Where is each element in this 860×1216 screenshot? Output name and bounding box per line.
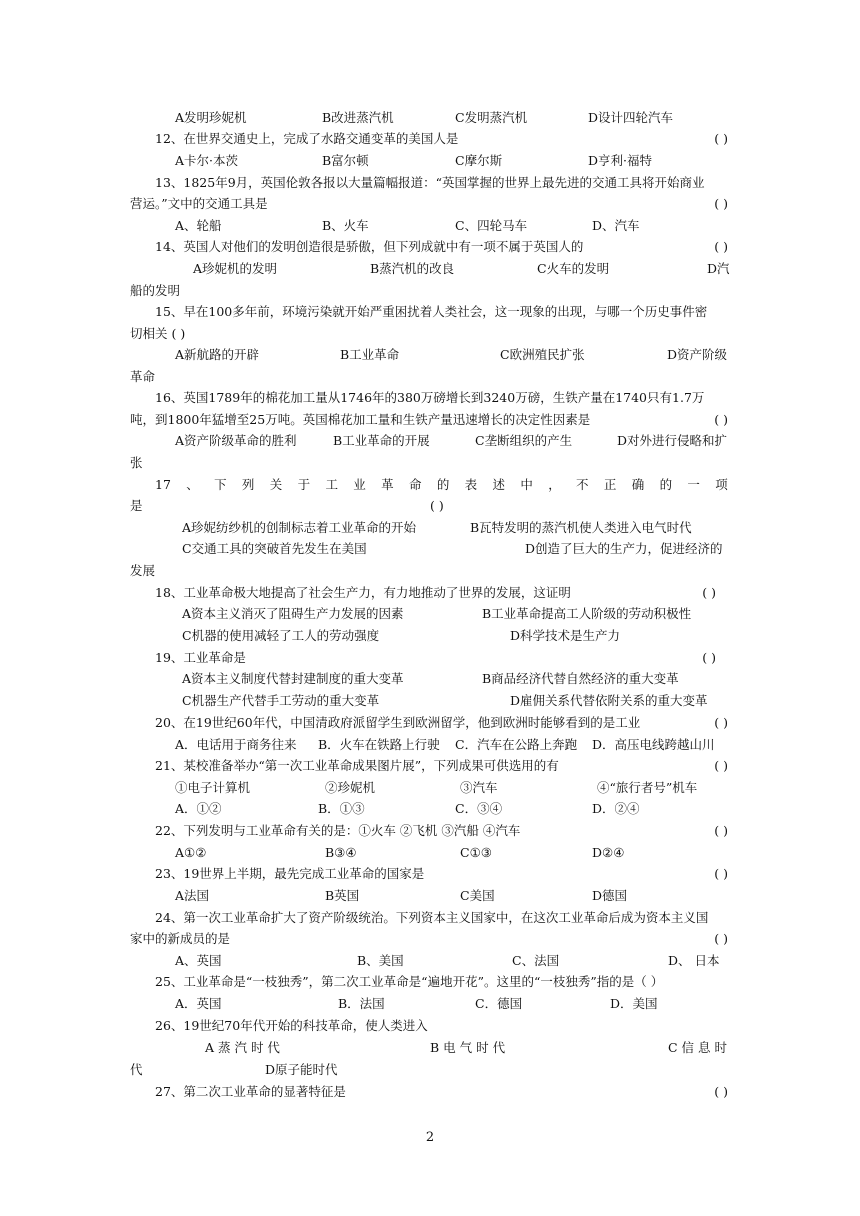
answer-paren: ( ) <box>714 196 728 211</box>
q24-option-c: C、法国 <box>512 953 560 968</box>
q21-option-d: D．②④ <box>592 801 640 816</box>
answer-paren: ( ) <box>714 866 728 881</box>
q14-continuation: 船的发明 <box>130 283 181 298</box>
q22-option-b: B③④ <box>325 845 357 860</box>
answer-paren: ( ) <box>430 498 444 513</box>
q16-stem-line2: 吨，到1800年猛增至25万吨。英国棉花加工量和生铁产量迅速增长的决定性因素是 <box>130 412 591 427</box>
q26-continuation: 代 <box>130 1062 143 1077</box>
q21-option-c: C．③④ <box>455 801 503 816</box>
q21-item-1: ①电子计算机 <box>175 780 251 795</box>
q17-option-b: B瓦特发明的蒸汽机使人类进入电气时代 <box>470 520 692 535</box>
q25-option-c: C．德国 <box>475 996 523 1011</box>
q19-stem: 19、工业革命是 <box>155 650 246 665</box>
q21-option-b: B．①③ <box>318 801 365 816</box>
answer-paren: ( ) <box>714 131 728 146</box>
q21-item-2: ②珍妮机 <box>325 780 376 795</box>
q26-option-a: A 蒸 汽 时 代 <box>205 1040 280 1055</box>
q26-stem: 26、19世纪70年代开始的科技革命，使人类进入 <box>155 1018 428 1033</box>
q22-option-c: C①③ <box>460 845 492 860</box>
q20-option-d: D．高压电线跨越山川 <box>592 737 715 752</box>
q24-option-b: B、美国 <box>357 953 404 968</box>
q23-option-b: B英国 <box>325 888 360 903</box>
q19-option-d: D雇佣关系代替依附关系的重大变革 <box>510 693 708 708</box>
q19-option-c: C机器生产代替手工劳动的重大变革 <box>182 693 380 708</box>
q15-stem-line2: 切相关 ( ) <box>130 326 186 341</box>
q23-option-d: D德国 <box>592 888 628 903</box>
q23-option-c: C美国 <box>460 888 495 903</box>
q12-option-c: C摩尔斯 <box>455 153 503 168</box>
q26-option-c: C 信 息 时 <box>668 1040 727 1055</box>
q26-option-b: B 电 气 时 代 <box>430 1040 506 1055</box>
q24-stem-line1: 24、第一次工业革命扩大了资产阶级统治。下列资本主义国家中，在这次工业革命后成为资本主义国 <box>155 910 709 925</box>
q17-continuation: 是 <box>130 498 143 513</box>
answer-paren: ( ) <box>714 715 728 730</box>
q12-option-d: D亨利·福特 <box>588 153 652 168</box>
q19-option-b: B商品经济代替自然经济的重大变革 <box>482 671 679 686</box>
q11-option-a: A发明珍妮机 <box>175 110 247 125</box>
q15-continuation: 革命 <box>130 369 156 384</box>
q15-option-b: B工业革命 <box>340 347 400 362</box>
q14-stem: 14、英国人对他们的发明创造很是骄傲，但下列成就中有一项不属于英国人的 <box>155 239 584 254</box>
answer-paren: ( ) <box>714 758 728 773</box>
q16-stem-line1: 16、英国1789年的棉花加工量从1746年的380万磅增长到3240万磅，生铁产量在1740只有1.7万 <box>155 390 705 405</box>
q18-option-b: B工业革命提高工人阶级的劳动积极性 <box>482 606 692 621</box>
q13-option-b: B、火车 <box>322 218 369 233</box>
q23-stem: 23、19世界上半期，最先完成工业革命的国家是 <box>155 866 425 881</box>
q12-stem: 12、在世界交通史上，完成了水路交通变革的美国人是 <box>155 131 459 146</box>
q17-option-d: D创造了巨大的生产力，促进经济的 <box>525 541 723 556</box>
q14-option-a: A珍妮机的发明 <box>193 261 278 276</box>
q16-option-b: B工业革命的开展 <box>333 433 430 448</box>
q15-option-d: D资产阶级 <box>667 347 728 362</box>
q24-stem-line2: 家中的新成员的是 <box>130 931 231 946</box>
q14-option-c: C火车的发明 <box>537 261 610 276</box>
q19-option-a: A资本主义制度代替封建制度的重大变革 <box>182 671 404 686</box>
q20-option-c: C．汽车在公路上奔跑 <box>455 737 578 752</box>
q18-option-d: D科学技术是生产力 <box>510 628 621 643</box>
q17-option-a: A珍妮纺纱机的创制标志着工业革命的开始 <box>182 520 417 535</box>
q15-option-a: A新航路的开辟 <box>175 347 260 362</box>
q17-stem: 17 、 下 列 关 于 工 业 革 命 的 表 述 中 ， 不 正 确 的 一 项 <box>155 477 728 492</box>
q13-option-a: A、轮船 <box>175 218 222 233</box>
q14-option-d: D汽 <box>707 261 730 276</box>
q22-option-a: A①② <box>175 845 207 860</box>
q26-option-d: D原子能时代 <box>265 1062 338 1077</box>
answer-paren: ( ) <box>714 931 728 946</box>
q24-option-d: D、 日本 <box>668 953 720 968</box>
q21-stem: 21、某校准备举办“第一次工业革命成果图片展”，下列成果可供选用的有 <box>155 758 559 773</box>
answer-paren: ( ) <box>714 412 728 427</box>
q25-stem: 25、工业革命是“一枝独秀”，第二次工业革命是“遍地开花”。这里的“一枝独秀”指的是（ ） <box>155 974 664 989</box>
q11-option-d: D设计四轮汽车 <box>588 110 674 125</box>
q13-option-d: D、汽车 <box>592 218 640 233</box>
q16-option-d: D对外进行侵略和扩 <box>617 433 728 448</box>
q12-option-a: A卡尔·本茨 <box>175 153 239 168</box>
q18-option-c: C机器的使用减轻了工人的劳动强度 <box>182 628 380 643</box>
answer-paren: ( ) <box>702 585 716 600</box>
q15-stem-line1: 15、早在100多年前，环境污染就开始严重困扰着人类社会，这一现象的出现，与哪一个历史事件密 <box>155 304 708 319</box>
answer-paren: ( ) <box>714 239 728 254</box>
q13-stem-line1: 13、1825年9月，英国伦敦各报以大量篇幅报道：“英国掌握的世界上最先进的交通工具将开始商业 <box>155 175 705 190</box>
answer-paren: ( ) <box>714 823 728 838</box>
q20-option-b: B．火车在铁路上行驶 <box>318 737 440 752</box>
q16-option-a: A资产阶级革命的胜利 <box>175 433 297 448</box>
q25-option-a: A．英国 <box>175 996 222 1011</box>
q11-option-c: C发明蒸汽机 <box>455 110 528 125</box>
q15-option-c: C欧洲殖民扩张 <box>500 347 585 362</box>
q22-option-d: D②④ <box>592 845 625 860</box>
q12-option-b: B富尔顿 <box>322 153 369 168</box>
q14-option-b: B蒸汽机的改良 <box>370 261 455 276</box>
answer-paren: ( ) <box>702 650 716 665</box>
q11-option-b: B改进蒸汽机 <box>322 110 394 125</box>
page-number: 2 <box>425 1130 435 1145</box>
q18-stem: 18、工业革命极大地提高了社会生产力，有力地推动了世界的发展，这证明 <box>155 585 571 600</box>
q18-option-a: A资本主义消灭了阻碍生产力发展的因素 <box>182 606 404 621</box>
q22-stem: 22、下列发明与工业革命有关的是：①火车 ②飞机 ③汽船 ④汽车 <box>155 823 521 838</box>
q25-option-d: D．美国 <box>610 996 658 1011</box>
q23-option-a: A法国 <box>175 888 210 903</box>
q16-continuation: 张 <box>130 455 143 470</box>
q17-continuation-2: 发展 <box>130 563 156 578</box>
answer-paren: ( ) <box>714 1084 728 1099</box>
q20-stem: 20、在19世纪60年代，中国清政府派留学生到欧洲留学，他到欧洲时能够看到的是工业 <box>155 715 641 730</box>
q20-option-a: A．电话用于商务往来 <box>175 737 297 752</box>
q13-stem-line2: 营运。”文中的交通工具是 <box>130 196 268 211</box>
q27-stem: 27、第二次工业革命的显著特征是 <box>155 1084 346 1099</box>
q21-item-4: ④“旅行者号”机车 <box>597 780 698 795</box>
q21-item-3: ③汽车 <box>460 780 498 795</box>
q21-option-a: A．①② <box>175 801 222 816</box>
q16-option-c: C垄断组织的产生 <box>475 433 573 448</box>
q24-option-a: A、英国 <box>175 953 222 968</box>
q17-option-c: C交通工具的突破首先发生在美国 <box>182 541 367 556</box>
q25-option-b: B．法国 <box>338 996 385 1011</box>
q13-option-c: C、四轮马车 <box>455 218 528 233</box>
